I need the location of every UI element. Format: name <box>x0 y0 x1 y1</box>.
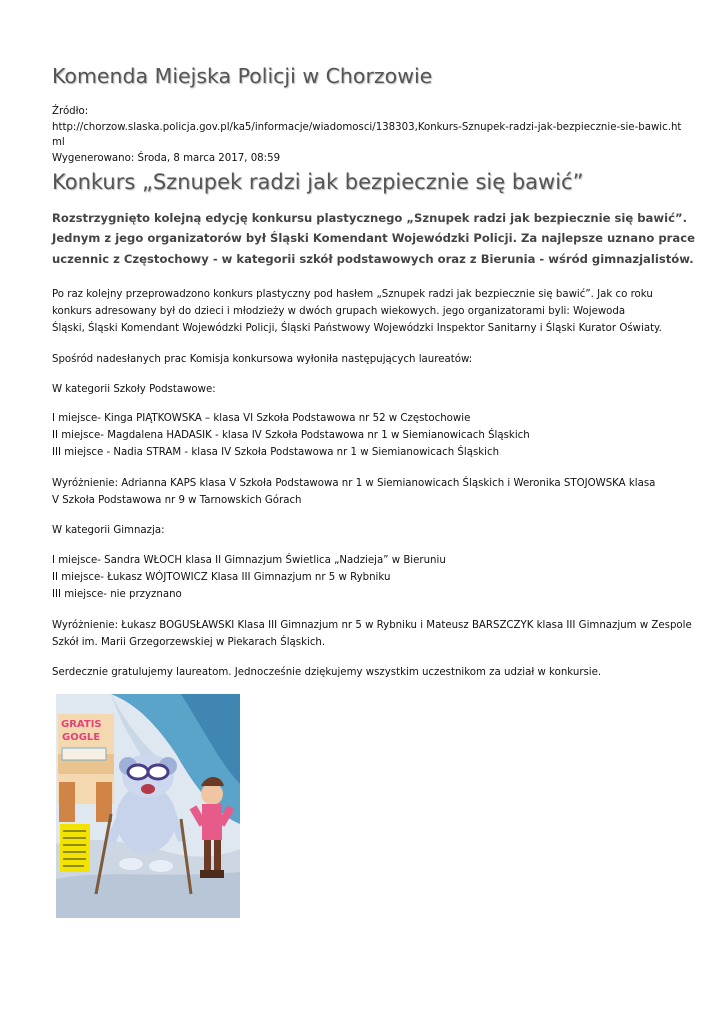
paragraph-primary-category <box>52 381 677 398</box>
body-line: W kategorii Gimnazja: <box>52 525 165 536</box>
body-line: II miejsce- Magdalena HADASIK - klasa IV Szkoła Podstawowa nr 1 w Siemianowicach Śląskich <box>52 430 530 442</box>
drawing-sign-line-2: GOGLE <box>62 732 101 743</box>
paragraph-intro <box>52 286 677 338</box>
source-label: Źródło: <box>52 106 89 117</box>
lead-line: uczennic z Częstochowy - w kategorii szkół podstawowych oraz z Bierunia - wśród gimnazjalistów. <box>52 251 694 266</box>
paragraph-primary-honorable <box>52 475 677 509</box>
body-line: I miejsce- Sandra WŁOCH klasa II Gimnazjum Świetlica „Nadzieja” w Bieruniu <box>52 555 446 566</box>
body-line: Śląski, Śląski Komendant Wojewódzki Policji, Śląski Państwowy Wojewódzki Inspektor Sanitarny i Śląski Kurator Oświaty. <box>52 323 662 335</box>
paragraph-laureates-intro <box>52 351 677 368</box>
source-url-line-1[interactable]: http://chorzow.slaska.policja.gov.pl/ka5/informacje/wiadomosci/138303,Konkurs-Sznupek-radzi-jak-bezpiecznie-sie-bawic.ht <box>52 121 682 133</box>
lead-line: Rozstrzygnięto kolejną edycję konkursu plastycznego „Sznupek radzi jak bezpiecznie się bawić”. <box>52 211 687 225</box>
body-line: Wyróżnienie: Łukasz BOGUSŁAWSKI Klasa III Gimnazjum nr 5 w Rybniku i Mateusz BARSZCZYK klasa III Gimnazjum w Zespole <box>52 620 692 631</box>
body-line: konkurs adresowany był do dzieci i młodzieży w dwóch grupach wiekowych. jego organizatorami byli: Wojewoda <box>52 306 626 318</box>
body-line: II miejsce- Łukasz WÓJTOWICZ Klasa III Gimnazjum nr 5 w Rybniku <box>52 572 391 584</box>
paragraph-gymnasium-honorable <box>52 617 692 651</box>
drawing-sign-line-1: GRATIS <box>61 719 102 730</box>
article-title: Konkurs „Sznupek radzi jak bezpiecznie się bawić” <box>52 170 584 194</box>
body-line: Szkół im. Marii Grzegorzewskiej w Piekarach Śląskich. <box>52 637 326 649</box>
site-title: Komenda Miejska Policji w Chorzowie <box>52 64 433 88</box>
article-lead <box>52 208 695 269</box>
body-line: I miejsce- Kinga PIĄTKOWSKA – klasa VI Szkoła Podstawowa nr 52 w Częstochowie <box>52 413 471 424</box>
paragraph-primary-winners <box>52 410 677 462</box>
source-meta <box>52 104 682 166</box>
contest-drawing-image <box>56 694 240 918</box>
lead-line: Jednym z jego organizatorów był Śląski Komendant Wojewódzki Policji. Za najlepsze uznano prace <box>52 231 695 246</box>
paragraph-gymnasium-winners <box>52 552 677 604</box>
body-line: III miejsce - Nadia STRAM - klasa IV Szkoła Podstawowa nr 1 w Siemianowicach Śląskich <box>52 447 500 459</box>
paragraph-congratulations <box>52 664 677 681</box>
paragraph-gymnasium-category <box>52 522 677 539</box>
body-line: Po raz kolejny przeprowadzono konkurs plastyczny pod hasłem „Sznupek radzi jak bezpiecznie się bawić”. Jak co roku <box>52 289 653 300</box>
body-line: Wyróżnienie: Adrianna KAPS klasa V Szkoła Podstawowa nr 1 w Siemianowicach Śląskich i Weronika STOJOWSKA klasa <box>52 478 656 489</box>
generated-date: Wygenerowano: Środa, 8 marca 2017, 08:59 <box>52 152 281 164</box>
body-line: V Szkoła Podstawowa nr 9 w Tarnowskich Górach <box>52 495 302 507</box>
body-line: Serdecznie gratulujemy laureatom. Jednocześnie dziękujemy wszystkim uczestnikom za udział w konkursie. <box>52 667 602 678</box>
body-line: W kategorii Szkoły Podstawowe: <box>52 384 216 395</box>
body-line: Spośród nadesłanych prac Komisja konkursowa wyłoniła następujących laureatów: <box>52 354 473 365</box>
body-line: III miejsce- nie przyznano <box>52 589 182 601</box>
source-url-line-2[interactable]: ml <box>52 137 65 148</box>
